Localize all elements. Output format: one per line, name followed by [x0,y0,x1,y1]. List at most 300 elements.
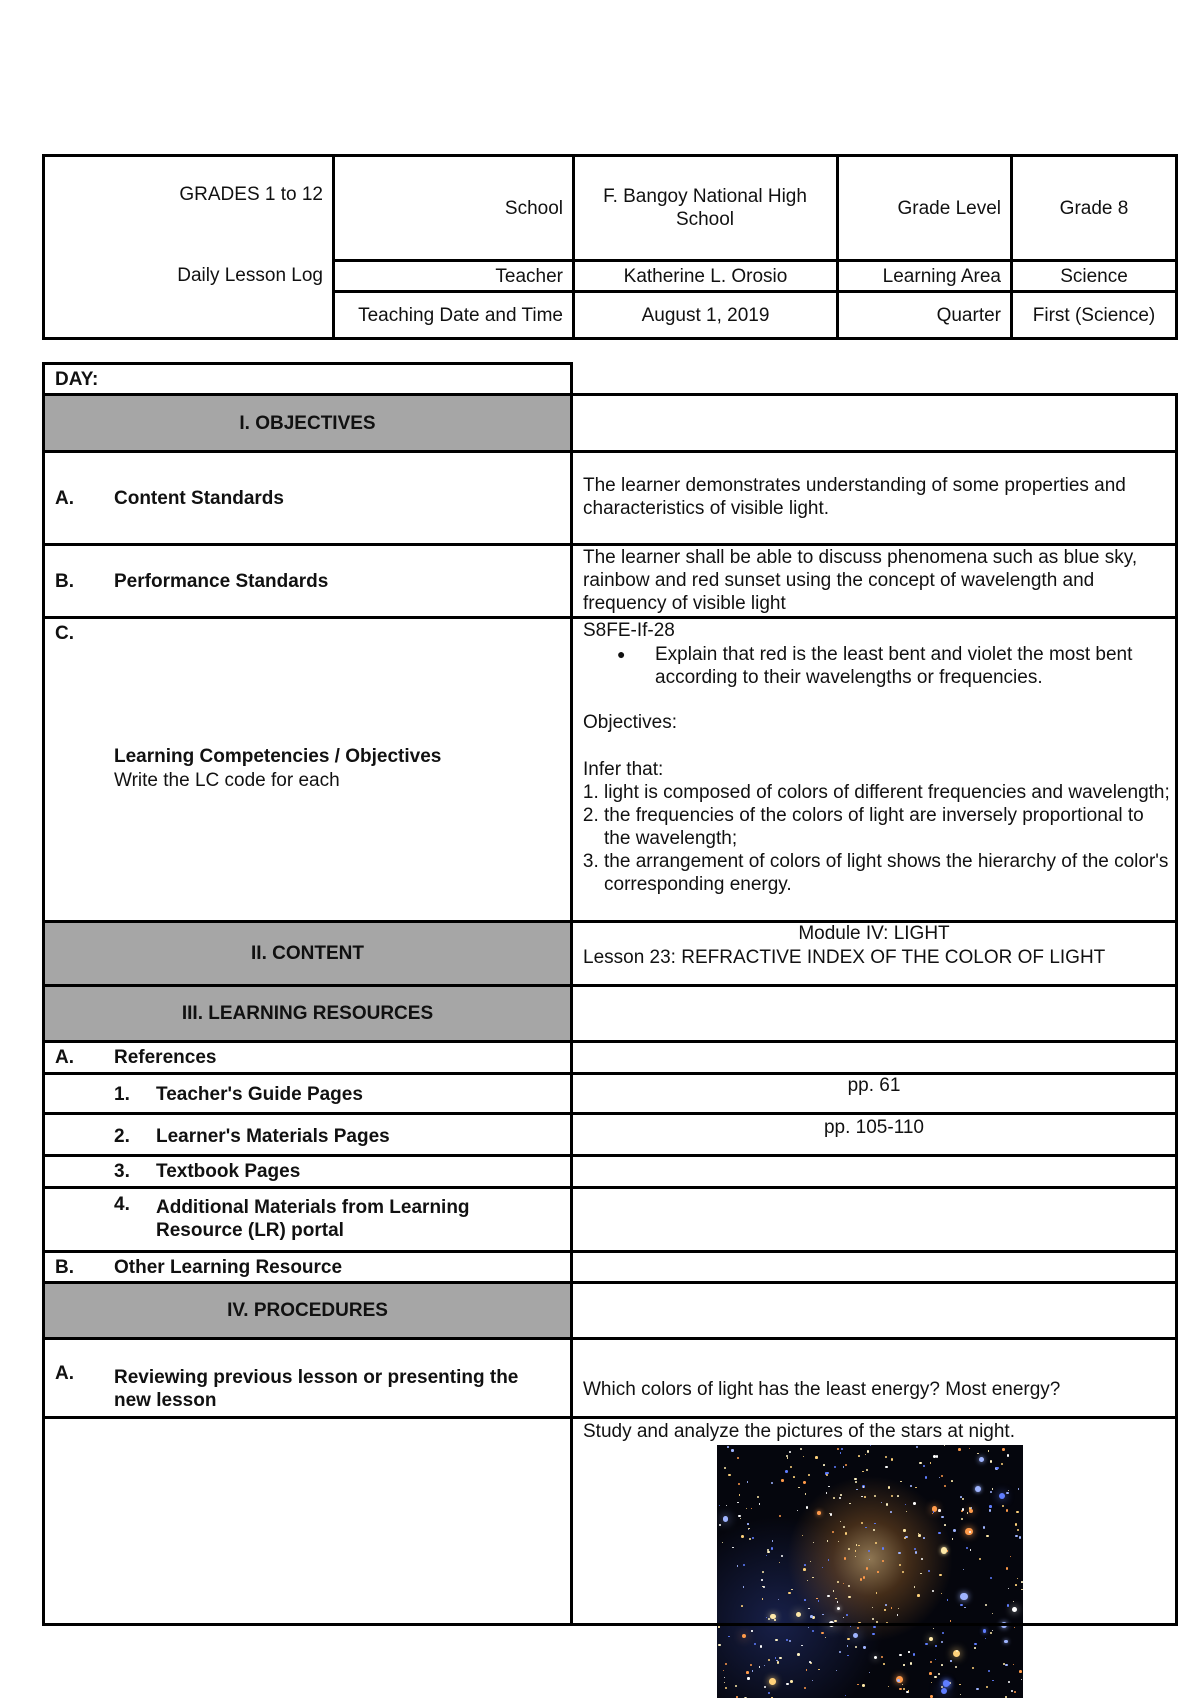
star-dot [977,1453,979,1455]
star-dot [821,1632,823,1634]
star-dot [955,1666,958,1669]
date-value: August 1, 2019 [641,304,770,326]
star-dot [778,1599,779,1600]
star-dot [992,1680,993,1681]
star-dot [947,1599,948,1600]
star-dot [930,1661,932,1663]
star-dot [939,1477,941,1479]
review-label: Reviewing previous lesson or presenting the new lesson [114,1367,519,1411]
star-dot [854,1478,857,1481]
star-dot [843,1617,844,1618]
quarter-value: First (Science) [1032,304,1156,326]
star-dot [790,1466,792,1468]
star-dot [970,1549,971,1550]
star-dot [823,1464,825,1466]
other-resource-letter: B. [55,1256,74,1278]
star-dot [989,1509,992,1512]
star-dot [920,1573,921,1574]
star-dot [725,1663,727,1665]
star-dot [891,1607,892,1608]
star-dot [841,1448,843,1450]
star-dot [921,1558,923,1560]
star-dot [967,1512,969,1514]
star-dot [941,1475,944,1478]
star-dot [808,1627,809,1628]
star-dot [833,1497,835,1499]
school-value: F. Bangoy National High School [603,186,807,230]
star-dot [719,1524,721,1526]
star-dot [722,1542,723,1543]
star-dot [872,1618,875,1621]
star-dot [914,1548,916,1550]
star-dot [961,1518,963,1520]
star-dot [999,1493,1005,1499]
star-dot [863,1576,866,1579]
star-dot [797,1653,800,1656]
star-dot [898,1552,901,1555]
star-dot [779,1515,781,1517]
review-text: Which colors of light has the least energy? Most energy? [583,1379,1061,1400]
star-dot [740,1518,741,1519]
star-dot [986,1535,988,1537]
star-dot [989,1505,992,1508]
star-dot [1001,1463,1003,1465]
star-dot [942,1632,944,1634]
star-dot [960,1694,961,1695]
star-dot [739,1494,741,1496]
star-dot [996,1467,999,1470]
star-dot [849,1503,850,1504]
star-dot [885,1604,887,1606]
star-dot [863,1646,865,1648]
star-dot [719,1505,720,1506]
star-dot [916,1446,918,1448]
content-heading: II. CONTENT [251,943,364,964]
star-dot [812,1577,814,1579]
star-dot [808,1474,810,1476]
star-dot [857,1627,859,1629]
star-dot [858,1545,860,1547]
star-dot [796,1612,802,1618]
star-dot [789,1451,791,1453]
performance-standards-label: Performance Standards [114,570,329,592]
star-dot [861,1522,864,1525]
star-dot [874,1495,876,1497]
star-dot [929,1637,933,1641]
star-dot [952,1538,954,1540]
study-text: Study and analyze the pictures of the stars at night. [583,1421,1015,1442]
star-dot [1014,1691,1016,1693]
star-dot [809,1661,811,1663]
star-dot [827,1540,829,1542]
star-dot [786,1683,789,1686]
star-dot [1013,1601,1014,1602]
star-dot [985,1638,986,1639]
star-dot [975,1486,981,1492]
star-dot [801,1645,802,1646]
star-dot [883,1663,885,1665]
objectives-label: Objectives: [583,712,677,733]
star-dot [872,1633,874,1635]
star-dot [938,1673,940,1675]
star-dot [897,1614,898,1615]
star-dot [853,1633,858,1638]
star-dot [771,1547,774,1550]
star-dot [888,1486,891,1489]
star-dot [986,1686,989,1689]
star-dot [798,1487,799,1488]
star-dot [761,1579,763,1581]
star-dot [785,1470,788,1473]
content-standards-letter: A. [55,487,74,509]
star-dot [868,1550,870,1552]
star-dot [806,1669,807,1670]
star-dot [747,1481,749,1483]
star-dot [938,1509,941,1512]
star-dot [832,1531,834,1533]
stars-night-image [717,1445,1023,1698]
star-dot [768,1659,770,1661]
star-dot [741,1535,744,1538]
star-dot [845,1464,847,1466]
star-dot [1008,1681,1011,1684]
star-dot [822,1614,824,1616]
star-dot [818,1669,820,1671]
star-dot [941,1688,947,1694]
star-dot [789,1640,791,1642]
star-dot [834,1466,837,1469]
star-dot [884,1609,885,1610]
star-dot [772,1540,774,1542]
star-dot [959,1684,960,1685]
star-dot [815,1456,818,1459]
star-dot [862,1684,865,1687]
star-dot [1015,1535,1017,1537]
log-title: Daily Lesson Log [177,264,323,286]
star-dot [935,1659,936,1660]
border [42,1186,1178,1189]
star-dot [855,1556,856,1557]
border [42,1112,1178,1115]
star-dot [865,1454,866,1455]
lesson-title: Lesson 23: REFRACTIVE INDEX OF THE COLOR OF LIGHT [583,947,1106,968]
learning-area-value: Science [1060,265,1128,287]
star-dot [743,1586,744,1587]
star-dot [843,1466,845,1468]
star-dot [1002,1448,1005,1451]
star-dot [938,1532,940,1534]
star-dot [875,1542,877,1544]
star-dot [800,1448,802,1450]
star-dot [913,1502,916,1505]
resource-label: Learner's Materials Pages [156,1126,390,1147]
star-dot [979,1457,984,1462]
infer-item: 3. the arrangement of colors of light shows the hierarchy of the color's corresponding energy. [604,850,1173,896]
star-dot [762,1598,763,1599]
star-dot [881,1656,883,1658]
teacher-label: Teacher [495,265,563,287]
module-title: Module IV: LIGHT [798,923,950,944]
star-dot [974,1647,976,1649]
star-dot [751,1508,752,1509]
star-dot [960,1496,962,1498]
star-dot [953,1529,956,1532]
star-dot [944,1445,945,1446]
star-dot [718,1644,721,1647]
star-dot [874,1656,877,1659]
star-dot [918,1534,921,1537]
star-dot [790,1680,793,1683]
star-dot [810,1615,813,1618]
star-dot [793,1476,795,1478]
star-dot [1006,1509,1008,1511]
star-dot [834,1620,836,1622]
resource-num: 3. [114,1161,130,1182]
other-resource-label: Other Learning Resource [114,1256,343,1278]
star-dot [1021,1581,1023,1583]
star-dot [1004,1640,1007,1643]
star-dot [925,1643,928,1646]
star-dot [913,1653,916,1656]
day-label: DAY: [55,369,99,390]
grade-level-value: Grade 8 [1059,197,1129,219]
star-dot [747,1677,749,1679]
star-dot [1008,1490,1009,1491]
star-dot [833,1590,835,1592]
star-dot [754,1643,756,1645]
star-dot [781,1555,783,1557]
star-dot [804,1599,806,1601]
star-dot [847,1638,850,1641]
border [42,1154,1178,1157]
star-dot [838,1541,839,1542]
star-dot [845,1695,847,1697]
star-dot [990,1460,993,1463]
star-dot [951,1480,953,1482]
star-dot [1018,1488,1019,1489]
star-dot [990,1491,992,1493]
star-dot [902,1571,904,1573]
star-dot [1015,1584,1017,1586]
star-dot [1002,1505,1004,1507]
star-dot [903,1688,905,1690]
star-dot [830,1513,832,1515]
star-dot [1019,1536,1021,1538]
star-dot [1015,1523,1018,1526]
star-dot [944,1681,950,1687]
border [42,1623,1178,1626]
star-dot [725,1687,727,1689]
star-dot [748,1529,749,1530]
star-dot [718,1626,719,1627]
star-dot [923,1465,925,1467]
star-dot [861,1496,863,1498]
star-dot [737,1502,738,1503]
star-dot [941,1516,944,1519]
star-dot [747,1523,748,1524]
star-dot [941,1641,943,1643]
competency-letter: C. [55,623,74,644]
star-dot [746,1508,747,1509]
infer-item: 2. the frequencies of the colors of light are inversely proportional to the wavelength; [604,804,1173,850]
star-dot [848,1585,850,1587]
star-dot [1005,1664,1007,1666]
content-standards-label: Content Standards [114,487,284,509]
star-dot [900,1481,901,1482]
star-dot [769,1678,776,1685]
star-dot [941,1593,942,1594]
star-dot [874,1523,875,1524]
infer-label: Infer that: [583,759,664,780]
star-dot [743,1564,745,1566]
resource-label: Additional Materials from Learning Resource (LR) portal [156,1197,470,1241]
star-dot [914,1586,916,1588]
star-dot [890,1511,892,1513]
star-dot [891,1495,893,1497]
star-dot [837,1448,839,1450]
star-dot [1017,1529,1019,1531]
resource-num: 1. [114,1084,130,1105]
star-dot [905,1504,906,1505]
lc-code: S8FE-If-28 [583,620,675,641]
star-dot [941,1664,943,1666]
references-label: References [114,1047,217,1068]
star-dot [826,1474,828,1476]
star-dot [764,1665,765,1666]
star-dot [925,1476,927,1478]
star-dot [915,1487,917,1489]
star-dot [966,1547,969,1550]
star-dot [857,1684,858,1685]
star-dot [840,1494,842,1496]
star-dot [886,1503,888,1505]
star-dot [972,1667,975,1670]
references-letter: A. [55,1047,74,1068]
resource-num: 2. [114,1126,130,1147]
competency-sub: Write the LC code for each [114,770,340,791]
star-dot [939,1574,941,1576]
star-dot [881,1502,882,1503]
star-dot [803,1481,805,1483]
star-dot [766,1617,767,1618]
star-dot [983,1526,986,1529]
star-dot [847,1645,849,1647]
star-dot [788,1592,790,1594]
performance-standards-letter: B. [55,570,74,592]
star-dot [781,1479,783,1481]
school-label: School [504,197,563,219]
star-dot [759,1503,761,1505]
star-dot [779,1657,781,1659]
star-dot [944,1485,946,1487]
star-dot [1007,1454,1010,1457]
star-dot [905,1536,908,1539]
star-dot [828,1486,829,1487]
procedures-heading: IV. PROCEDURES [227,1300,388,1321]
star-dot [882,1560,884,1562]
star-dot [866,1567,868,1569]
competency-label: Learning Competencies / Objectives [114,746,442,767]
star-dot [840,1452,842,1454]
border [1175,393,1178,1626]
star-dot [855,1550,857,1552]
star-dot [869,1559,870,1560]
star-dot [897,1679,900,1682]
star-dot [837,1601,838,1602]
star-dot [888,1686,889,1687]
star-dot [867,1450,870,1453]
bullet-icon: ● [617,646,626,662]
star-dot [855,1481,857,1483]
star-dot [843,1526,845,1528]
star-dot [775,1657,777,1659]
star-dot [771,1482,773,1484]
star-dot [731,1449,733,1451]
star-dot [728,1636,729,1637]
star-dot [839,1497,841,1499]
star-dot [873,1529,875,1531]
star-dot [732,1547,734,1549]
star-dot [908,1651,909,1652]
star-dot [726,1505,727,1506]
review-letter: A. [55,1363,74,1384]
star-dot [992,1630,993,1631]
star-dot [848,1548,850,1550]
star-dot [950,1620,952,1622]
star-dot [803,1568,806,1571]
star-dot [960,1604,962,1606]
star-dot [919,1462,922,1465]
star-dot [844,1557,846,1559]
star-dot [827,1595,829,1597]
star-dot [752,1670,754,1672]
star-dot [962,1498,964,1500]
star-dot [899,1688,902,1691]
star-dot [742,1634,746,1638]
learning-area-label: Learning Area [882,265,1001,287]
star-dot [944,1524,946,1526]
star-dot [906,1511,907,1512]
performance-standards-text: The learner shall be able to discuss phenomena such as blue sky, rainbow and red sunset using the concept of wavelength and frequency of visible light [583,547,1138,614]
star-dot [1019,1670,1022,1673]
star-dot [855,1646,858,1649]
star-dot [1011,1690,1013,1692]
star-dot [764,1686,766,1688]
star-dot [1021,1679,1022,1680]
star-dot [930,1462,931,1463]
border [42,362,573,365]
star-dot [808,1608,810,1610]
star-dot [847,1655,849,1657]
star-dot [969,1509,973,1513]
star-dot [825,1637,826,1638]
star-dot [902,1684,903,1685]
star-dot [860,1578,862,1580]
star-dot [872,1607,873,1608]
star-dot [779,1562,780,1563]
star-dot [885,1456,887,1458]
star-dot [1014,1627,1015,1628]
star-dot [963,1569,965,1571]
star-dot [923,1537,925,1539]
star-dot [858,1455,860,1457]
star-dot [1016,1511,1018,1513]
star-dot [812,1680,813,1681]
star-dot [950,1660,951,1661]
resource-label: Textbook Pages [156,1161,301,1182]
star-dot [818,1600,819,1601]
grades-label: GRADES 1 to 12 [179,183,323,205]
